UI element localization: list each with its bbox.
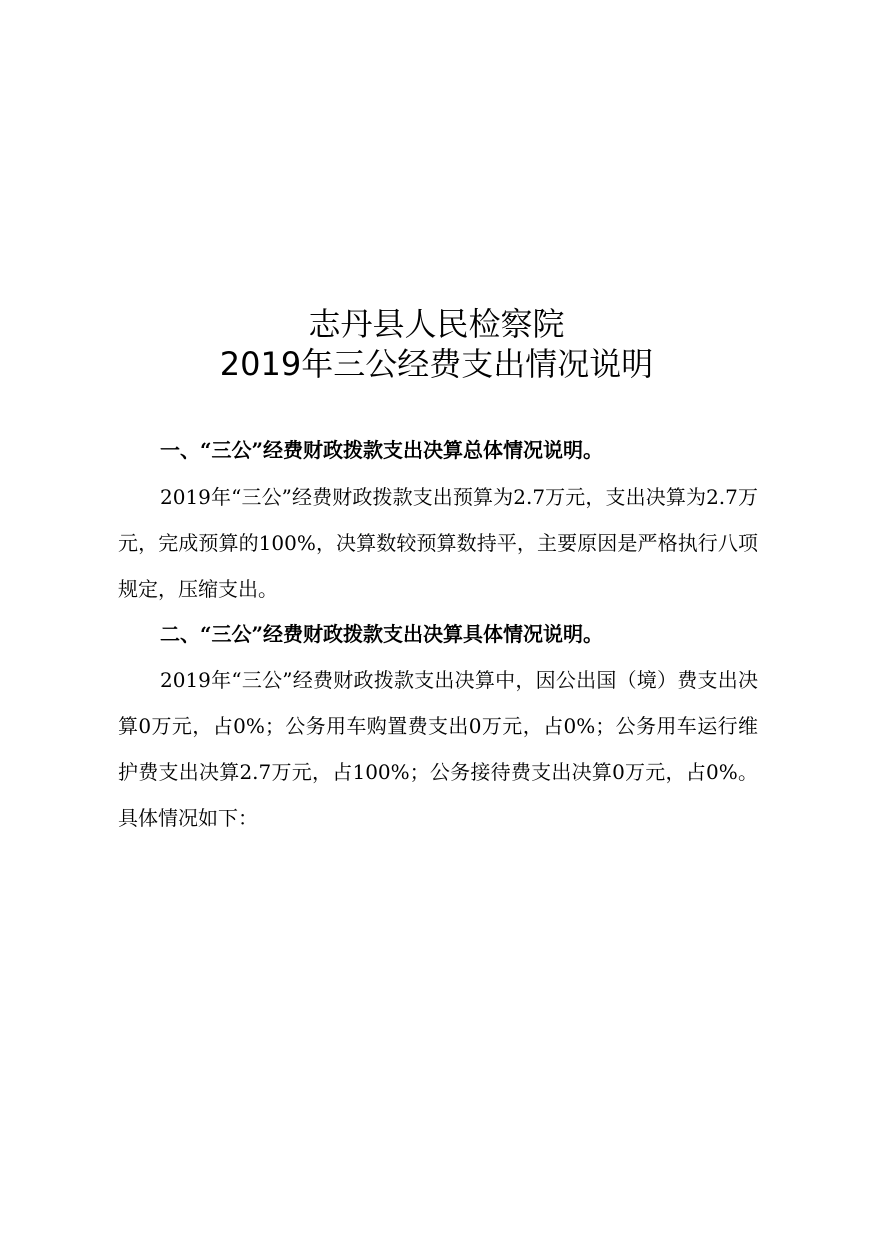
section-heading-overall: 一、“三公”经费财政拨款支出决算总体情况说明。 [160,438,604,462]
document-title-subject: 2019年三公经费支出情况说明 [219,345,654,383]
section-heading-detail: 二、“三公”经费财政拨款支出决算具体情况说明。 [160,622,604,646]
section-paragraph-detail: 2019年“三公”经费财政拨款支出决算中，因公出国（境）费支出决算0万元，占0%；公务用车购置费支出0万元，占0%；公务用车运行维护费支出决算2.7万元，占100%；公务接待费支出决算0万元，占0%。具体情况如下： [118,668,758,830]
section-paragraph-overall: 2019年“三公”经费财政拨款支出预算为2.7万元，支出决算为2.7万元，完成预算的100%，决算数较预算数持平，主要原因是严格执行八项规定，压缩支出。 [118,485,758,601]
document-title-organization: 志丹县人民检察院 [308,305,565,343]
